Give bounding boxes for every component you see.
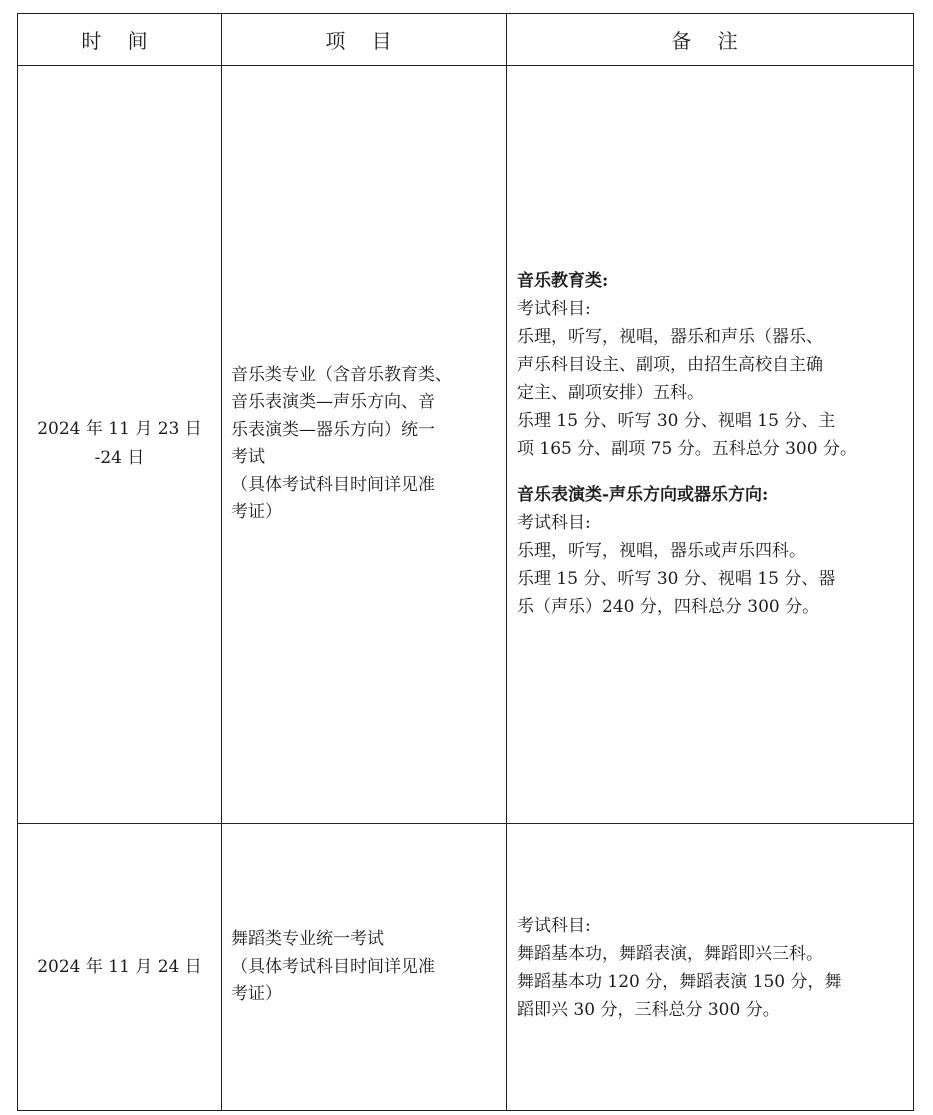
- project-line: 考证）: [231, 502, 282, 522]
- section-title: 音乐教育类:: [517, 271, 609, 291]
- note-line: 声乐科目设主、副项，由招生高校自主确: [517, 355, 823, 375]
- note-line: 乐（声乐）240 分，四科总分 300 分。: [517, 597, 820, 617]
- row2-time-cell: [18, 823, 221, 1112]
- header-note: 备 注: [671, 29, 748, 53]
- row1-time-cell: [18, 65, 221, 823]
- row1-project-cell: [221, 65, 506, 823]
- header-time: 时 间: [81, 29, 158, 53]
- note-line: 乐理，听写，视唱，器乐或声乐四科。: [517, 541, 806, 561]
- section-title: 音乐表演类-声乐方向或器乐方向:: [517, 485, 769, 505]
- project-line: 考试: [231, 447, 265, 467]
- project-line: （具体考试科目时间详见准: [231, 474, 435, 495]
- note-line: 舞蹈基本功，舞蹈表演，舞蹈即兴三科。: [517, 943, 823, 964]
- note-line: 乐理，听写，视唱，器乐和声乐（器乐、: [517, 327, 823, 347]
- project-line: （具体考试科目时间详见准: [231, 956, 435, 977]
- note-line: 定主、副项安排）五科。: [517, 383, 704, 403]
- note-line: 乐理 15 分、听写 30 分、视唱 15 分、器: [517, 569, 836, 589]
- row2-note-cell: [506, 823, 913, 1112]
- project-line: 舞蹈类专业统一考试: [231, 929, 384, 950]
- note-line: 乐理 15 分、听写 30 分、视唱 15 分、主: [517, 411, 836, 431]
- time-line: -24 日: [94, 448, 145, 468]
- time-line: 2024 年 11 月 23 日: [37, 419, 202, 439]
- schedule-table: [17, 13, 914, 1111]
- note-line: 考试科目:: [517, 513, 591, 533]
- note-line: 项 165 分、副项 75 分。五科总分 300 分。: [517, 439, 857, 459]
- row2-project-cell: [221, 823, 506, 1112]
- project-line: 音乐表演类—声乐方向、音: [231, 392, 435, 412]
- note-line: 考试科目:: [517, 299, 591, 319]
- project-line: 音乐类专业（含音乐教育类、: [231, 364, 452, 385]
- section-gap: [517, 463, 907, 481]
- project-line: 乐表演类—器乐方向）统一: [231, 419, 435, 440]
- note-line: 考试科目:: [517, 915, 591, 936]
- header-project: 项 目: [325, 29, 402, 53]
- note-line: 蹈即兴 30 分，三科总分 300 分。: [517, 999, 780, 1020]
- project-line: 考证）: [231, 984, 282, 1005]
- time-line: 2024 年 11 月 24 日: [37, 957, 202, 977]
- row1-note-cell: [506, 65, 913, 823]
- note-line: 舞蹈基本功 120 分，舞蹈表演 150 分，舞: [517, 971, 842, 992]
